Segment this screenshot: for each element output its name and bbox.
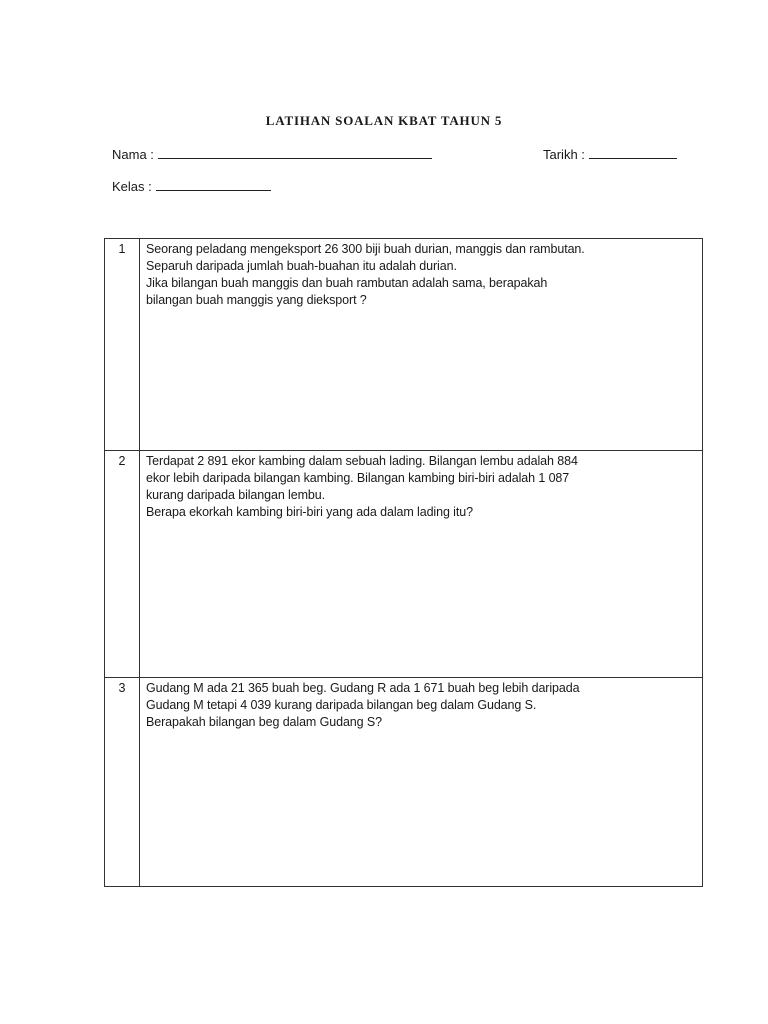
date-field (543, 146, 677, 162)
questions-table (104, 238, 703, 887)
question-number: 3 (105, 678, 140, 887)
question-number: 2 (105, 451, 140, 678)
worksheet-title: LATIHAN SOALAN KBAT TAHUN 5 (265, 113, 503, 128)
name-label: Nama : (112, 147, 154, 162)
question-2-line-4: Berapa ekorkah kambing biri-biri yang ada dalam lading itu? (146, 505, 473, 519)
question-1-line-1: Seorang peladang mengeksport 26 300 biji buah durian, manggis dan rambutan. (146, 242, 585, 256)
question-text-cell[interactable] (140, 678, 703, 887)
question-row-2 (105, 451, 703, 678)
question-text-cell[interactable] (140, 451, 703, 678)
question-text-cell[interactable] (140, 239, 703, 451)
question-1-line-4: bilangan buah manggis yang dieksport ? (146, 293, 367, 307)
question-3-line-2: Gudang M tetapi 4 039 kurang daripada bilangan beg dalam Gudang S. (146, 698, 537, 712)
class-blank-line[interactable] (156, 178, 271, 191)
date-label: Tarikh : (543, 147, 585, 162)
question-number: 1 (105, 239, 140, 451)
question-3-line-3: Berapakah bilangan beg dalam Gudang S? (146, 715, 382, 729)
class-label: Kelas : (112, 179, 152, 194)
question-2-line-1: Terdapat 2 891 ekor kambing dalam sebuah lading. Bilangan lembu adalah 884 (146, 454, 578, 468)
date-blank-line[interactable] (589, 146, 677, 159)
class-field (112, 178, 271, 194)
question-row-3 (105, 678, 703, 887)
question-2-line-3: kurang daripada bilangan lembu. (146, 488, 325, 502)
question-row-1 (105, 239, 703, 451)
name-field (112, 146, 432, 162)
question-1-line-2: Separuh daripada jumlah buah-buahan itu adalah durian. (146, 259, 457, 273)
question-2-line-2: ekor lebih daripada bilangan kambing. Bilangan kambing biri-biri adalah 1 087 (146, 471, 570, 485)
question-3-line-1: Gudang M ada 21 365 buah beg. Gudang R ada 1 671 buah beg lebih daripada (146, 681, 580, 695)
name-blank-line[interactable] (158, 146, 432, 159)
question-1-line-3: Jika bilangan buah manggis dan buah rambutan adalah sama, berapakah (146, 276, 548, 290)
